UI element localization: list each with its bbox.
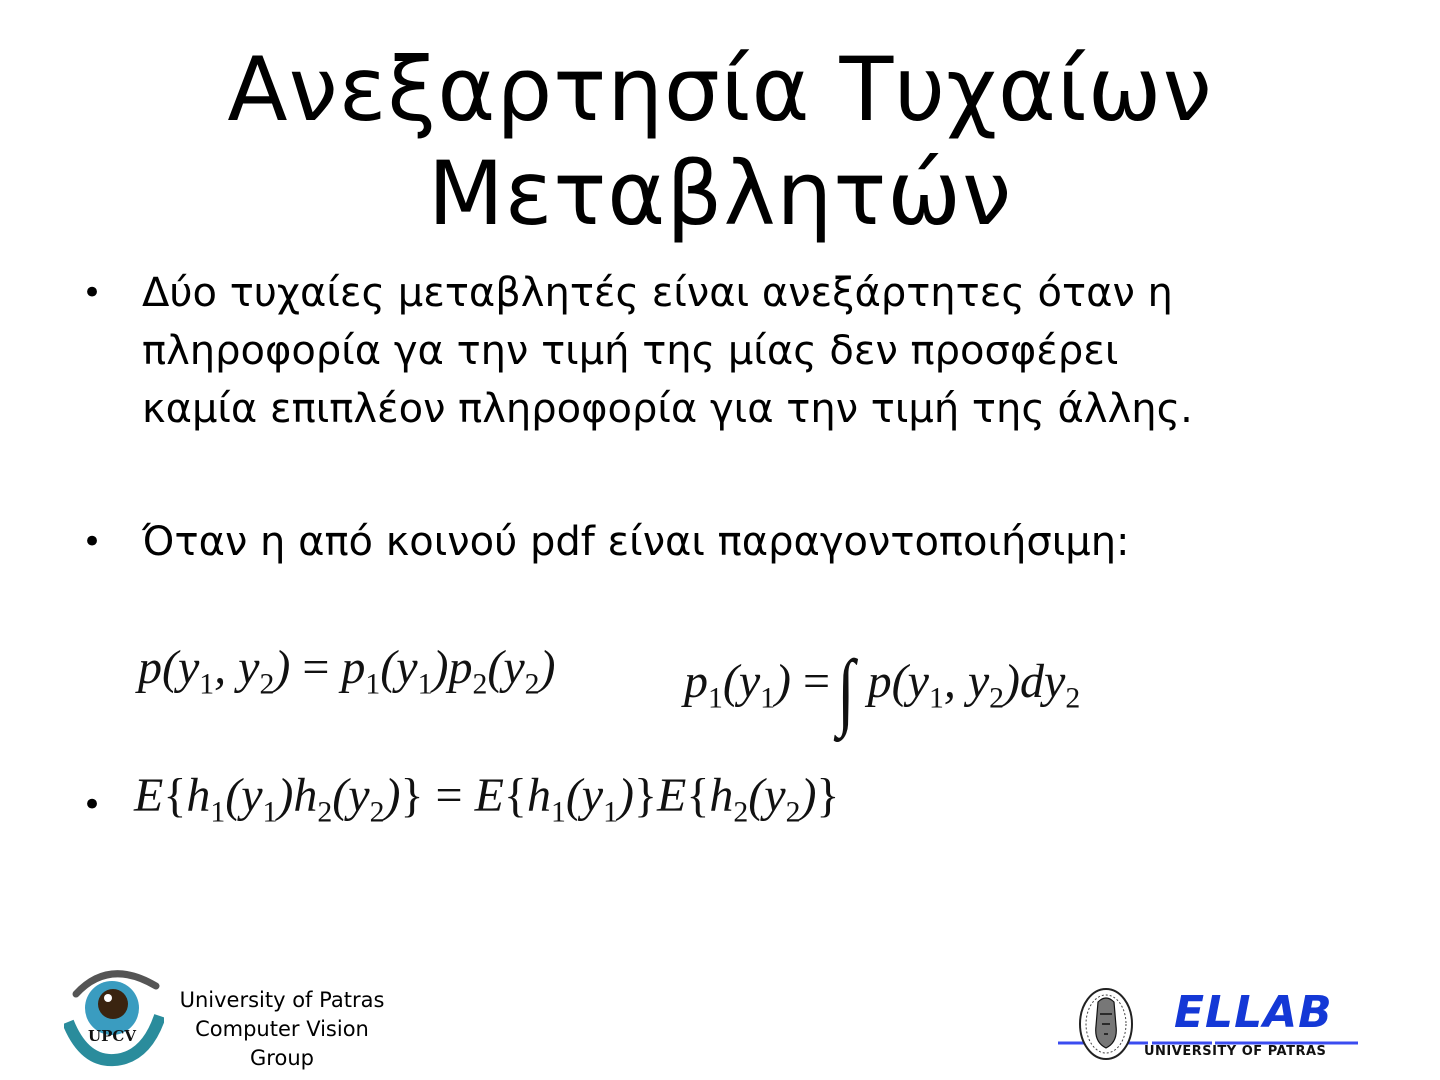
bullet-marker: •: [82, 785, 103, 825]
eye-logo-icon: [64, 964, 164, 1074]
equation-joint-factorization: $p(y_1$, $y_2) = p_1(y_1)p_2(y_2)$: [138, 641, 556, 701]
bullet-expectation: [82, 769, 840, 834]
bullet-text: Δύο τυχαίες μεταβλητές είναι ανεξάρτητες όταν η πληροφορία γα την τιμή της μίας δεν προσφέρει καμία επιπλέον πληροφορία για την τιμή της άλλης.: [142, 270, 1193, 432]
ellab-subtitle: UNIVERSITY OF PATRAS: [1144, 1044, 1327, 1059]
equation-expectation: $E\{h_1(y_1)h_2(y_2)\} = E\{h_1(y_1)\}E\{h_2(y_2)\}$: [134, 769, 840, 829]
upcv-caption-line3: Group: [250, 1046, 314, 1070]
bullet-text: Όταν η από κοινού pdf είναι παραγοντοποιήσιμη:: [142, 519, 1130, 565]
bullet-marker: •: [82, 273, 103, 313]
bullet-marker: •: [82, 522, 103, 562]
slide-title: [0, 38, 1440, 246]
upcv-caption-line1: University of Patras: [179, 988, 385, 1012]
ellab-wordmark: ELLAB: [1174, 987, 1333, 1038]
bullet-independence-definition: [82, 264, 1193, 438]
upcv-logo: [64, 964, 404, 1074]
ellab-logo: [1058, 984, 1358, 1064]
upcv-caption-line2: Computer Vision: [195, 1017, 369, 1041]
slide-title-line1: Ανεξαρτησία Τυχαίων: [227, 38, 1213, 141]
upcv-caption: [164, 986, 400, 1073]
bullet-factorizable-pdf: [82, 513, 1130, 571]
upcv-badge-text: UPCV: [88, 1027, 136, 1045]
slide-title-line2: Μεταβλητών: [427, 142, 1013, 245]
equation-marginal: $p_1(y_1)$ =∫ $p(y_1$, $y_2)dy_2$: [684, 642, 1081, 738]
